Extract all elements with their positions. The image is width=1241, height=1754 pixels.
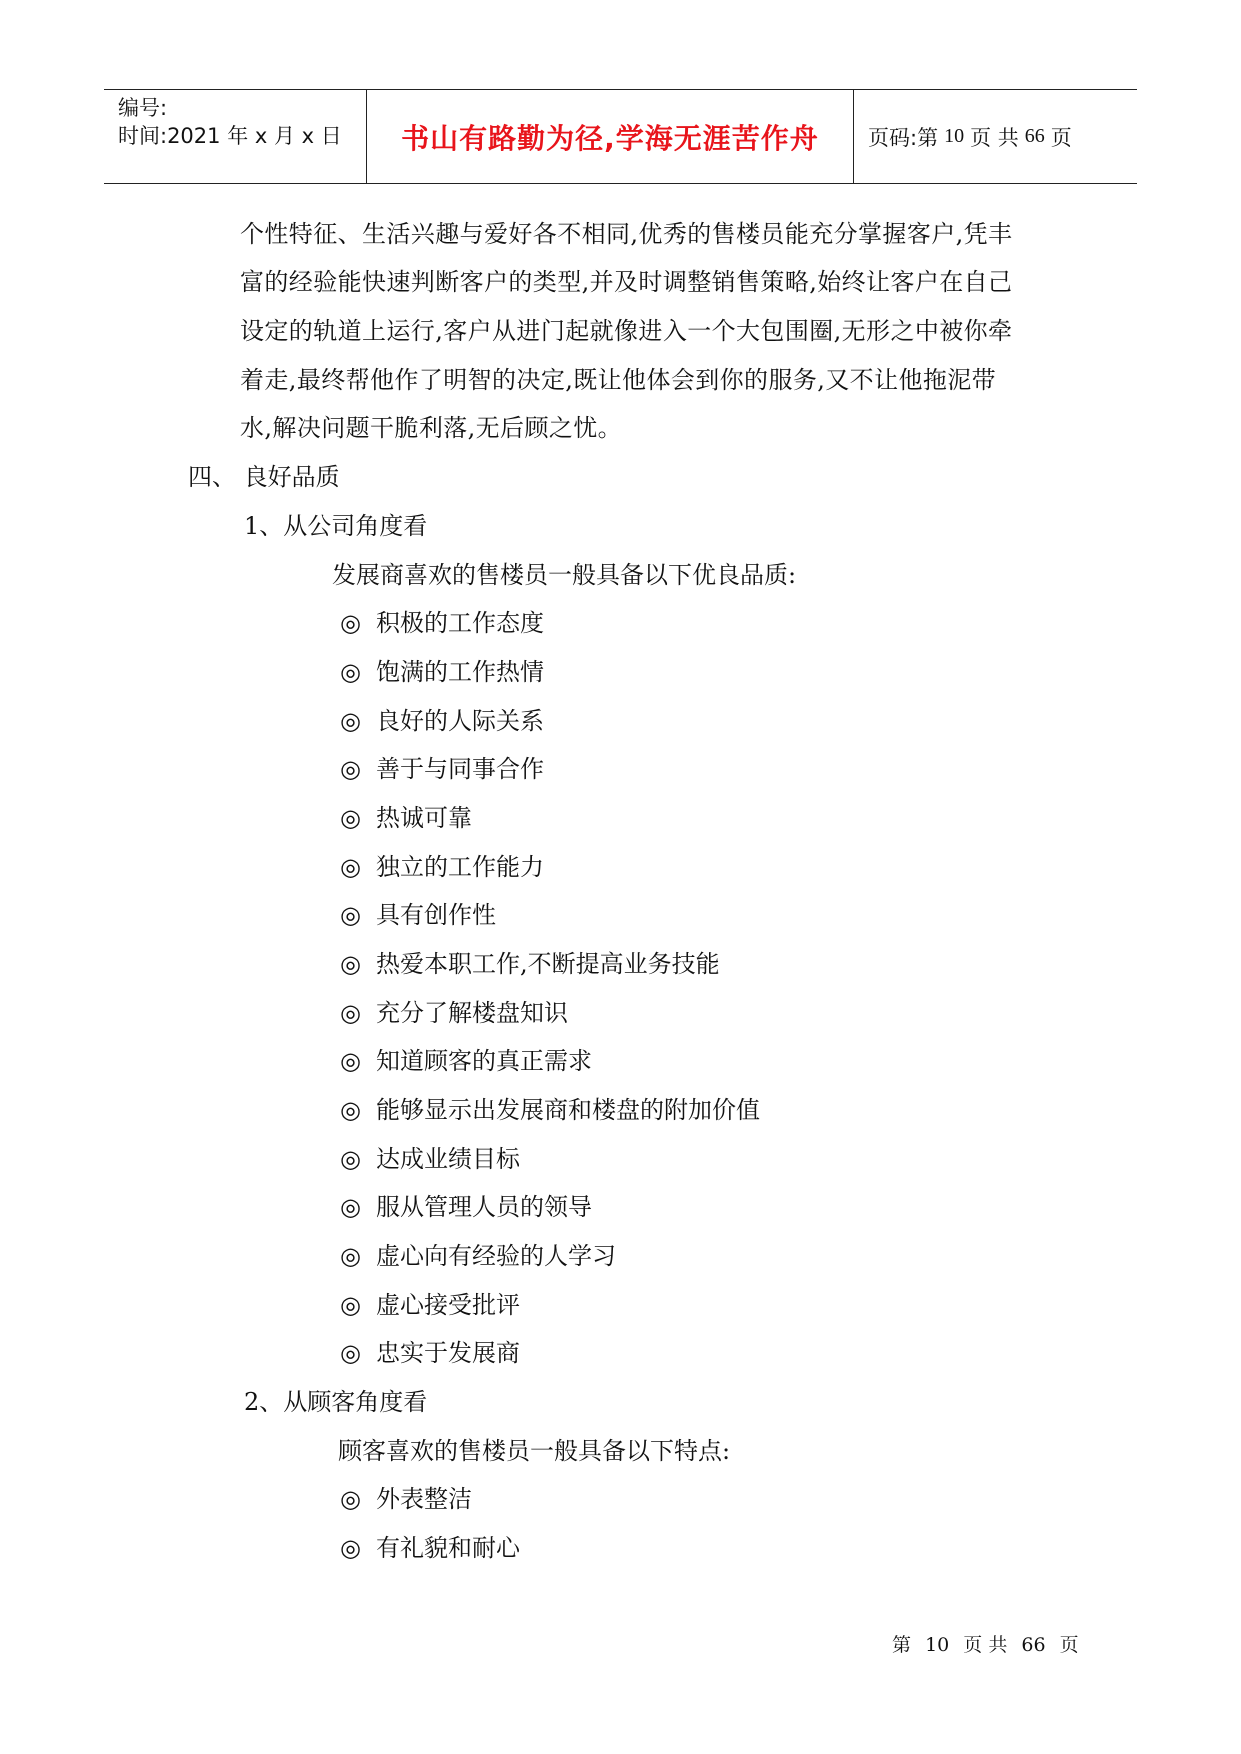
- bullet-icon: ◎: [340, 755, 361, 783]
- bullet-icon: ◎: [340, 1485, 361, 1513]
- page-footer: [892, 1630, 1087, 1657]
- header-meta: [104, 90, 366, 183]
- header-page-info: [854, 90, 1137, 183]
- list-item: [340, 1532, 520, 1564]
- list-item: [340, 851, 544, 883]
- list-item: [340, 607, 544, 639]
- footer-page-number: 10: [925, 1634, 950, 1656]
- paragraph-line: 个性特征、生活兴趣与爱好各不相同,优秀的售楼员能充分掌握客户,凭丰: [240, 220, 1013, 248]
- bullet-icon: ◎: [340, 1145, 361, 1173]
- list-item-text: 具有创作性: [376, 901, 496, 929]
- bullet-icon: ◎: [340, 658, 361, 686]
- list-item: [340, 899, 496, 931]
- list-item-text: 达成业绩目标: [376, 1145, 520, 1173]
- list-item: [340, 1289, 520, 1321]
- list-item: [340, 1337, 520, 1369]
- list-item: [340, 705, 544, 737]
- bullet-icon: ◎: [340, 901, 361, 929]
- document-time-label: 时间:2021 年 x 月 x 日: [118, 124, 342, 148]
- bullet-icon: ◎: [340, 609, 361, 637]
- bullet-icon: ◎: [340, 950, 361, 978]
- bullet-icon: ◎: [340, 1096, 361, 1124]
- list-item-text: 善于与同事合作: [376, 755, 544, 783]
- list-item-text: 饱满的工作热情: [376, 658, 544, 686]
- list-item-text: 积极的工作态度: [376, 609, 544, 637]
- list-item-text: 充分了解楼盘知识: [376, 999, 568, 1027]
- list-item-text: 虚心接受批评: [376, 1291, 520, 1319]
- list-item-text: 能够显示出发展商和楼盘的附加价值: [376, 1096, 760, 1124]
- list-item: [340, 802, 472, 834]
- paragraph-line: 设定的轨道上运行,客户从进门起就像进入一个大包围圈,无形之中被你牵: [240, 317, 1013, 345]
- list-item: [340, 1143, 520, 1175]
- header-page-mid: 页 共: [970, 125, 1019, 150]
- header-page-prefix: 页码:第: [868, 125, 939, 150]
- list-item: [340, 1191, 592, 1223]
- document-number-label: 编号:: [118, 96, 168, 120]
- list-item: [340, 656, 544, 688]
- list-item-text: 服从管理人员的领导: [376, 1193, 592, 1221]
- list-item: [340, 997, 568, 1029]
- page-header: [104, 89, 1137, 184]
- list-item-text: 知道顾客的真正需求: [376, 1047, 592, 1075]
- list-item-text: 有礼貌和耐心: [376, 1534, 520, 1562]
- list-item-text: 外表整洁: [376, 1485, 472, 1513]
- list-item-text: 虚心向有经验的人学习: [376, 1242, 616, 1270]
- list-item: [340, 948, 720, 980]
- list-item-text: 良好的人际关系: [376, 707, 544, 735]
- footer-page-total: 66: [1021, 1634, 1046, 1656]
- list-item: [340, 1483, 472, 1515]
- footer-mid: 页 共: [963, 1634, 1008, 1656]
- header-page-number: 10: [944, 125, 965, 147]
- bullet-icon: ◎: [340, 999, 361, 1027]
- header-motto: 书山有路勤为径,学海无涯苦作舟: [366, 90, 854, 183]
- list-item: [340, 1045, 592, 1077]
- header-page-total: 66: [1024, 125, 1045, 147]
- bullet-icon: ◎: [340, 804, 361, 832]
- list-item-text: 热爱本职工作,不断提高业务技能: [376, 950, 720, 978]
- footer-suffix: 页: [1059, 1634, 1079, 1656]
- bullet-icon: ◎: [340, 1193, 361, 1221]
- list-item: [340, 1094, 760, 1126]
- footer-prefix: 第: [892, 1634, 912, 1656]
- paragraph-line: 富的经验能快速判断客户的类型,并及时调整销售策略,始终让客户在自己: [240, 268, 1013, 296]
- bullet-icon: ◎: [340, 1291, 361, 1319]
- subsection-intro-1: 发展商喜欢的售楼员一般具备以下优良品质:: [332, 561, 797, 589]
- bullet-icon: ◎: [340, 853, 361, 881]
- subsection-intro-2: 顾客喜欢的售楼员一般具备以下特点:: [338, 1437, 731, 1465]
- list-item-text: 热诚可靠: [376, 804, 472, 832]
- list-item: [340, 753, 544, 785]
- bullet-icon: ◎: [340, 1242, 361, 1270]
- bullet-icon: ◎: [340, 1534, 361, 1562]
- paragraph-line: 着走,最终帮他作了明智的决定,既让他体会到你的服务,又不让他拖泥带: [240, 366, 997, 394]
- subsection-title-1: 1、从公司角度看: [244, 512, 428, 540]
- bullet-icon: ◎: [340, 1047, 361, 1075]
- header-page-suffix: 页: [1050, 125, 1072, 150]
- paragraph-line: 水,解决问题干脆利落,无后顾之忧。: [240, 414, 623, 442]
- bullet-icon: ◎: [340, 1339, 361, 1367]
- subsection-title-2: 2、从顾客角度看: [244, 1388, 428, 1416]
- list-item: [340, 1240, 616, 1272]
- list-item-text: 忠实于发展商: [376, 1339, 520, 1367]
- bullet-icon: ◎: [340, 707, 361, 735]
- list-item-text: 独立的工作能力: [376, 853, 544, 881]
- section-title: 四、 良好品质: [188, 463, 340, 491]
